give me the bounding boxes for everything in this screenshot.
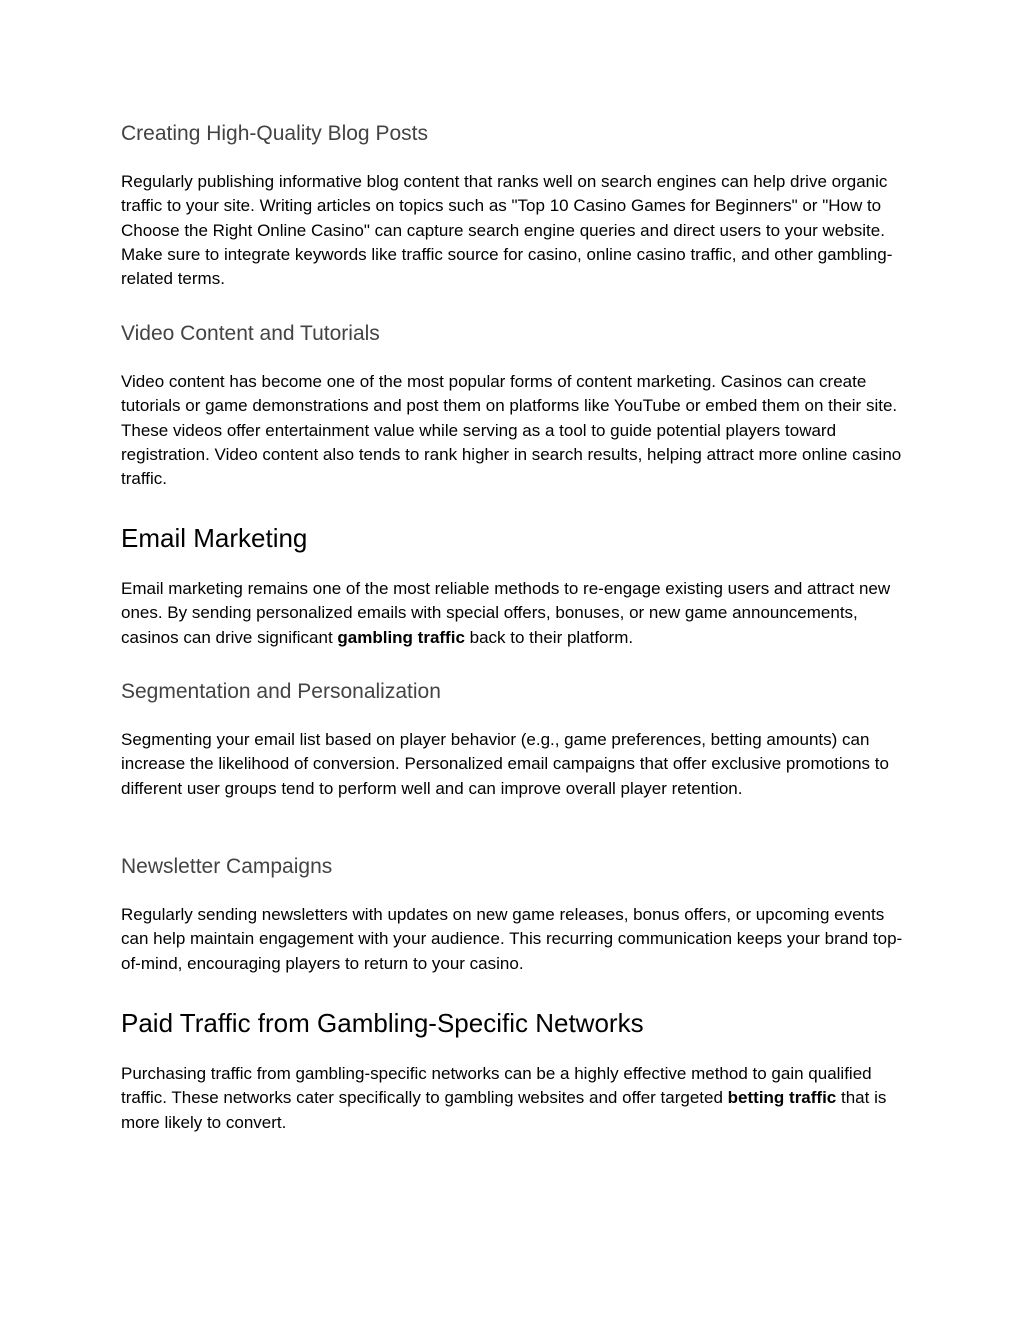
email-marketing-text-start: Email marketing remains one of the most reliable methods to re-engage existing users and attract new ones. By sending personalized emails with special offers, bonuses, or new game announcements, casinos can drive significant (121, 579, 891, 647)
paid-traffic-bold-keyword: betting traffic (727, 1088, 837, 1108)
heading-paid-traffic: Paid Traffic from Gambling-Specific Networks (121, 1008, 644, 1038)
heading-segmentation: Segmentation and Personalization (121, 680, 441, 703)
paragraph-email-marketing (121, 577, 911, 650)
email-marketing-text-end: back to their platform. (464, 627, 634, 647)
heading-newsletter: Newsletter Campaigns (121, 855, 333, 878)
paragraph-blog-posts: Regularly publishing informative blog content that ranks well on search engines can help drive organic traffic to your site. Writing articles on topics such as "Top 10 Casino Games for Beginners" or "How to Choose the Right Online Casino" can capture search engine queries and direct users to your website. Make sure to integrate keywords like traffic source for casino, online casino traffic, and other gambling-related terms. (121, 172, 893, 289)
paragraph-segmentation: Segmenting your email list based on player behavior (e.g., game preferences, betting amounts) can increase the likelihood of conversion. Personalized email campaigns that offer exclusive promotions to different user groups tend to perform well and can improve overall player retention. (121, 730, 889, 798)
paragraph-paid-traffic (121, 1062, 911, 1135)
paid-traffic-text-end: that is more likely to convert. (121, 1088, 887, 1132)
paragraph-newsletter: Regularly sending newsletters with updates on new game releases, bonus offers, or upcoming events can help maintain engagement with your audience. This recurring communication keeps your brand top-of-mind, encouraging players to return to your casino. (121, 905, 903, 973)
heading-video-content: Video Content and Tutorials (121, 322, 380, 345)
heading-blog-posts: Creating High-Quality Blog Posts (121, 122, 428, 145)
paid-traffic-text-start: Purchasing traffic from gambling-specific networks can be a highly effective method to gain qualified traffic. These networks cater specifically to gambling websites and offer targeted (121, 1064, 872, 1108)
heading-email-marketing: Email Marketing (121, 523, 308, 553)
email-marketing-bold-keyword: gambling traffic (337, 627, 465, 647)
paragraph-video-content: Video content has become one of the most popular forms of content marketing. Casinos can create tutorials or game demonstrations and post them on platforms like YouTube or embed them on their site. These videos offer entertainment value while serving as a tool to guide potential players toward registration. Video content also tends to rank higher in search results, helping attract more online casino traffic. (121, 372, 902, 489)
